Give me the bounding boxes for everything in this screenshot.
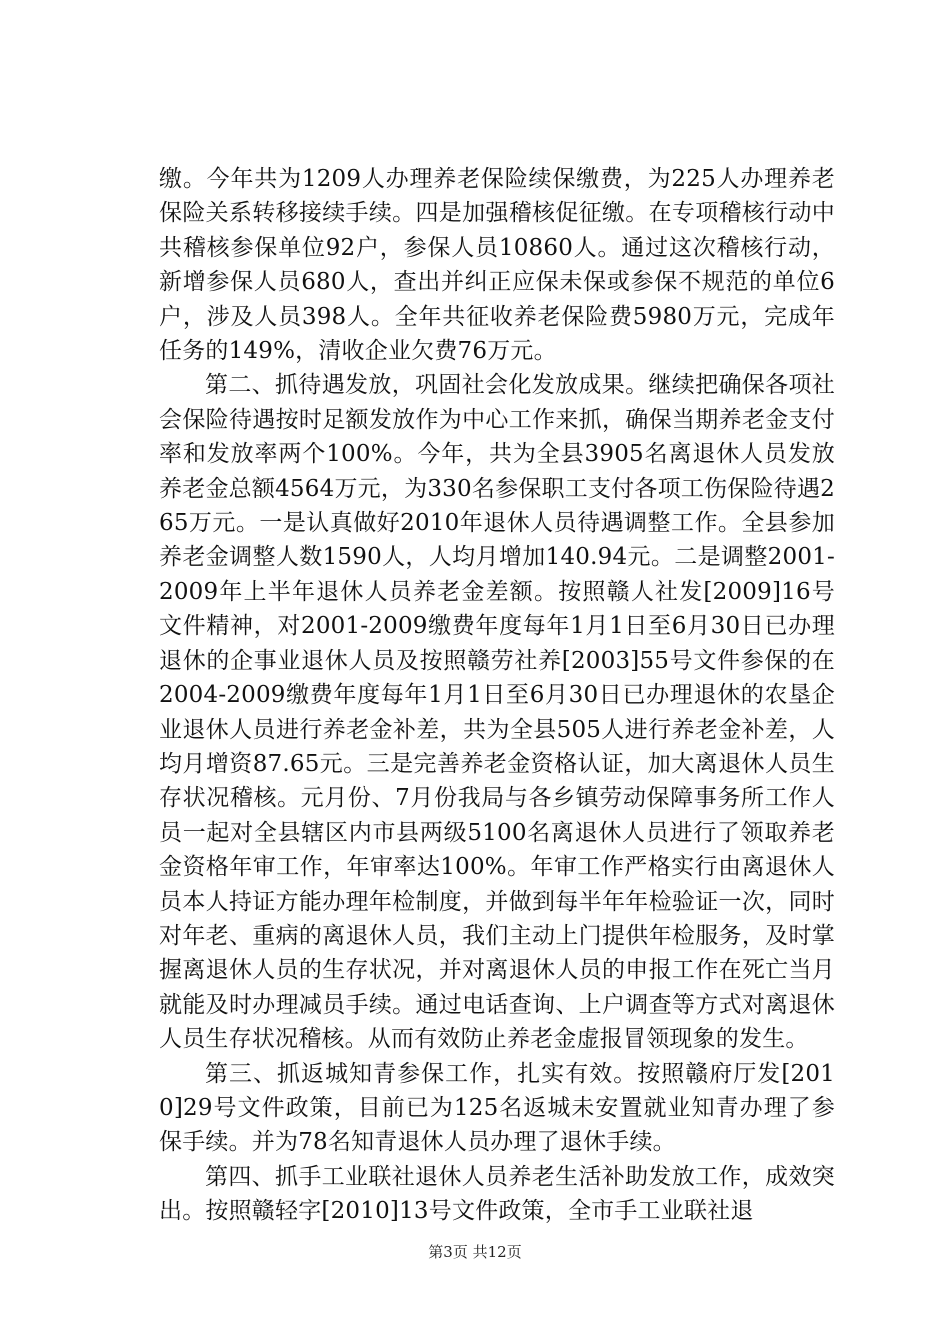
paragraph-continuation: 缴。今年共为1209人办理养老保险续保缴费，为225人办理养老保险关系转移接续手续。四是加强稽核促征缴。在专项稽核行动中共稽核参保单位92户，参保人员10860人。通过这次稽核行动，新增参保人员680人，查出并纠正应保未保或参保不规范的单位6户，涉及人员398人。全年共征收养老保险费5980万元，完成年任务的149%，清收企业欠费76万元。 <box>159 166 835 365</box>
page-number-label: 第3页 共12页 <box>428 1243 522 1261</box>
paragraph-returned-youth-insurance: 第三、抓返城知青参保工作，扎实有效。按照赣府厅发[2010]29号文件政策，目前已为125名返城未安置就业知青办理了参保手续。并为78名知青退休人员办理了退休手续。 <box>159 1060 835 1156</box>
paragraph-handicraft-cooperative: 第四、抓手工业联社退休人员养老生活补助发放工作，成效突出。按照赣轻字[2010]13号文件政策，全市手工业联社退 <box>159 1163 835 1225</box>
paragraph-benefits-payment: 第二、抓待遇发放，巩固社会化发放成果。继续把确保各项社会保险待遇按时足额发放作为中心工作来抓，确保当期养老金支付率和发放率两个100%。今年，共为全县3905名离退休人员发放养老金总额4564万元，为330名参保职工支付各项工伤保险待遇265万元。一是认真做好2010年退休人员待遇调整工作。全县参加养老金调整人数1590人，人均月增加140.94元。二是调整2001-2009年上半年退休人员养老金差额。按照赣人社发[2009]16号文件精神，对2001-2009缴费年度每年1月1日至6月30日已办理退休的企事业退休人员及按照赣劳社养[2003]55号文件参保的在2004-2009缴费年度每年1月1日至6月30日已办理退休的农垦企业退休人员进行养老金补差，共为全县505人进行养老金补差，人均月增资87.65元。三是完善养老金资格认证，加大离退休人员生存状况稽核。元月份、7月份我局与各乡镇劳动保障事务所工作人员一起对全县辖区内市县两级5100名离退休人员进行了领取养老金资格年审工作，年审率达100%。年审工作严格实行由离退休人员本人持证方能办理年检制度，并做到每半年年检验证一次，同时对年老、重病的离退休人员，我们主动上门提供年检服务，及时掌握离退休人员的生存状况，并对离退休人员的申报工作在死亡当月就能及时办理减员手续。通过电话查询、上户调查等方式对离退休人员生存状况稽核。从而有效防止养老金虚报冒领现象的发生。 <box>159 372 835 1053</box>
document-body <box>159 162 835 1229</box>
page-footer <box>0 1241 950 1262</box>
